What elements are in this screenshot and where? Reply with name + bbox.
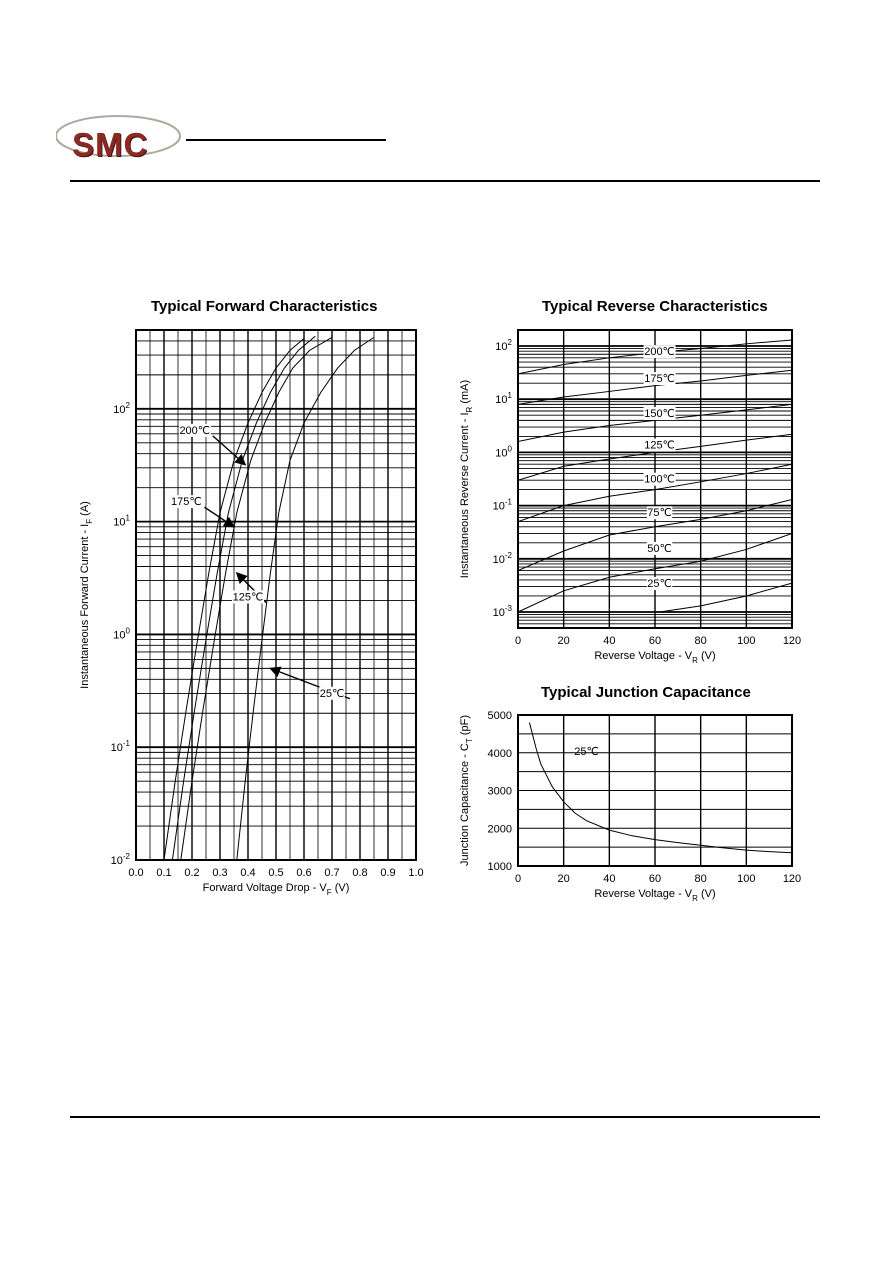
x-axis-label-main: Reverse Voltage - V <box>594 650 693 662</box>
x-axis-label <box>594 650 715 665</box>
x-tick-label: 120 <box>782 635 802 647</box>
y-axis-label-suffix: (pF) <box>459 714 471 739</box>
y-axis-label <box>79 501 94 689</box>
x-tick-label: 0 <box>514 635 522 647</box>
x-tick-label: 120 <box>782 873 802 885</box>
y-axis-label-suffix: (A) <box>79 501 91 519</box>
x-tick-label: 80 <box>694 635 707 647</box>
y-tick-label: 5000 <box>487 710 512 722</box>
x-axis-label-suffix: (V) <box>697 888 716 900</box>
y-tick-label: 1000 <box>487 861 512 873</box>
y-axis-label-sub: T <box>465 738 474 744</box>
x-tick-label: 40 <box>603 635 616 647</box>
chart-title-reverse: Typical Reverse Characteristics <box>542 298 768 315</box>
y-tick-label-exp: 0 <box>125 626 130 636</box>
reverse-characteristics-chart <box>448 318 828 678</box>
y-tick-label-base: 10 <box>113 403 126 416</box>
x-tick-label: 80 <box>694 873 707 885</box>
y-tick-label <box>493 498 513 513</box>
y-tick-label-base: 10 <box>113 629 126 642</box>
series-line-0 <box>529 723 792 853</box>
y-tick-label-exp: 2 <box>125 400 130 410</box>
series-label-4: 100℃ <box>644 473 675 486</box>
y-axis-label-main: Junction Capacitance - C <box>459 743 471 867</box>
y-axis-label-sub: R <box>465 406 474 413</box>
series-label-1: 175℃ <box>644 373 675 386</box>
x-tick-label: 0.1 <box>156 867 172 879</box>
x-tick-label: 0.3 <box>212 867 228 879</box>
y-tick-label-base: 10 <box>492 553 505 566</box>
y-axis-label-suffix: (mA) <box>459 379 471 407</box>
x-axis-label-main: Reverse Voltage - V <box>594 888 693 900</box>
annotation-label-3: 25℃ <box>319 687 345 700</box>
x-tick-label: 100 <box>737 873 756 885</box>
y-tick-label <box>113 626 130 641</box>
y-tick-label <box>113 514 130 529</box>
series-line-7 <box>660 583 792 612</box>
x-tick-label: 100 <box>737 635 756 647</box>
x-tick-label: 0.5 <box>268 867 284 879</box>
y-tick-label: 3000 <box>487 785 512 798</box>
series-label-5: 75℃ <box>647 507 672 520</box>
annotation-label-1: 175℃ <box>171 496 202 509</box>
annotation-label-2: 125℃ <box>232 591 264 604</box>
footer-rule <box>70 1116 820 1118</box>
y-axis-label <box>459 380 474 578</box>
y-tick-label-exp: 1 <box>125 513 130 523</box>
x-tick-label: 40 <box>603 873 616 885</box>
y-tick-label-base: 10 <box>113 516 126 529</box>
header-logo-line <box>186 139 386 141</box>
x-tick-label: 0 <box>514 873 522 885</box>
y-tick-label <box>495 444 512 459</box>
y-tick-label: 2000 <box>487 823 512 836</box>
y-tick-label <box>495 338 512 353</box>
x-tick-label: 0.9 <box>380 867 396 879</box>
x-axis-label-suffix: (V) <box>331 882 350 894</box>
x-tick-label: 0.7 <box>324 867 340 879</box>
y-tick-label-exp: -2 <box>122 852 130 861</box>
annotation-label-0: 200℃ <box>179 424 211 437</box>
y-tick-label-base: 10 <box>110 855 123 867</box>
series-label-0: 200℃ <box>644 346 675 359</box>
x-tick-label: 20 <box>557 635 570 647</box>
x-axis-label-main: Forward Voltage Drop - V <box>202 882 327 894</box>
y-axis-label <box>459 715 474 866</box>
y-axis-label-sub: F <box>85 518 94 524</box>
series-label-6: 50℃ <box>647 542 672 555</box>
series-label-7: 25℃ <box>647 578 672 591</box>
x-tick-label: 0.0 <box>128 867 144 879</box>
x-axis-label <box>203 882 350 897</box>
x-axis-label-sub: F <box>326 888 332 897</box>
y-tick-label-base: 10 <box>495 394 508 407</box>
x-axis-label-sub: R <box>692 894 698 903</box>
x-axis-label <box>594 888 715 903</box>
chart-title-capacitance: Typical Junction Capacitance <box>541 684 751 701</box>
grid <box>518 715 792 866</box>
y-tick-label-exp: -1 <box>504 497 512 507</box>
y-tick-label-base: 10 <box>495 447 508 460</box>
series-label-cap: 25℃ <box>574 745 599 758</box>
x-tick-label: 0.6 <box>296 867 312 879</box>
y-tick-label-exp: 0 <box>507 444 512 454</box>
x-tick-label: 20 <box>557 873 570 885</box>
series-label-2: 150℃ <box>644 408 675 421</box>
forward-characteristics-chart <box>70 318 510 918</box>
y-tick-label <box>113 401 130 416</box>
y-tick-label <box>493 604 513 619</box>
y-tick-label-exp: -1 <box>122 739 130 749</box>
y-tick-label <box>111 852 131 867</box>
y-tick-label-exp: 2 <box>507 338 512 348</box>
logo-text: SMC <box>72 126 149 163</box>
chart-title-forward: Typical Forward Characteristics <box>151 298 378 315</box>
x-tick-label: 60 <box>648 635 662 647</box>
y-tick-label-exp: -2 <box>504 550 512 560</box>
y-tick-label-exp: -3 <box>504 603 512 613</box>
x-tick-label: 0.2 <box>184 867 200 879</box>
y-tick-label-base: 10 <box>492 500 505 513</box>
y-tick-label-base: 10 <box>495 341 508 354</box>
x-axis-label-sub: R <box>692 656 698 665</box>
smc-logo <box>56 110 186 166</box>
y-tick-label-base: 10 <box>110 742 123 755</box>
header-rule <box>70 180 820 182</box>
x-axis-label-suffix: (V) <box>697 650 716 662</box>
y-tick-label: 4000 <box>487 747 512 760</box>
y-tick-label <box>111 739 131 754</box>
x-tick-label: 60 <box>648 873 662 885</box>
junction-capacitance-chart <box>448 700 828 910</box>
y-axis-label-main: Instantaneous Reverse Current - I <box>459 412 471 579</box>
y-tick-label <box>493 551 513 566</box>
grid <box>136 330 416 860</box>
y-tick-label-base: 10 <box>492 606 505 619</box>
x-tick-label: 0.8 <box>352 867 368 879</box>
x-tick-label: 0.4 <box>240 867 256 879</box>
y-tick-label <box>495 391 512 406</box>
annotation-arrow-0 <box>213 436 245 465</box>
x-tick-label: 1.0 <box>408 867 424 879</box>
series-label-3: 125℃ <box>644 439 675 452</box>
y-axis-label-main: Instantaneous Forward Current - I <box>79 523 91 689</box>
y-tick-label-exp: 1 <box>507 391 512 401</box>
